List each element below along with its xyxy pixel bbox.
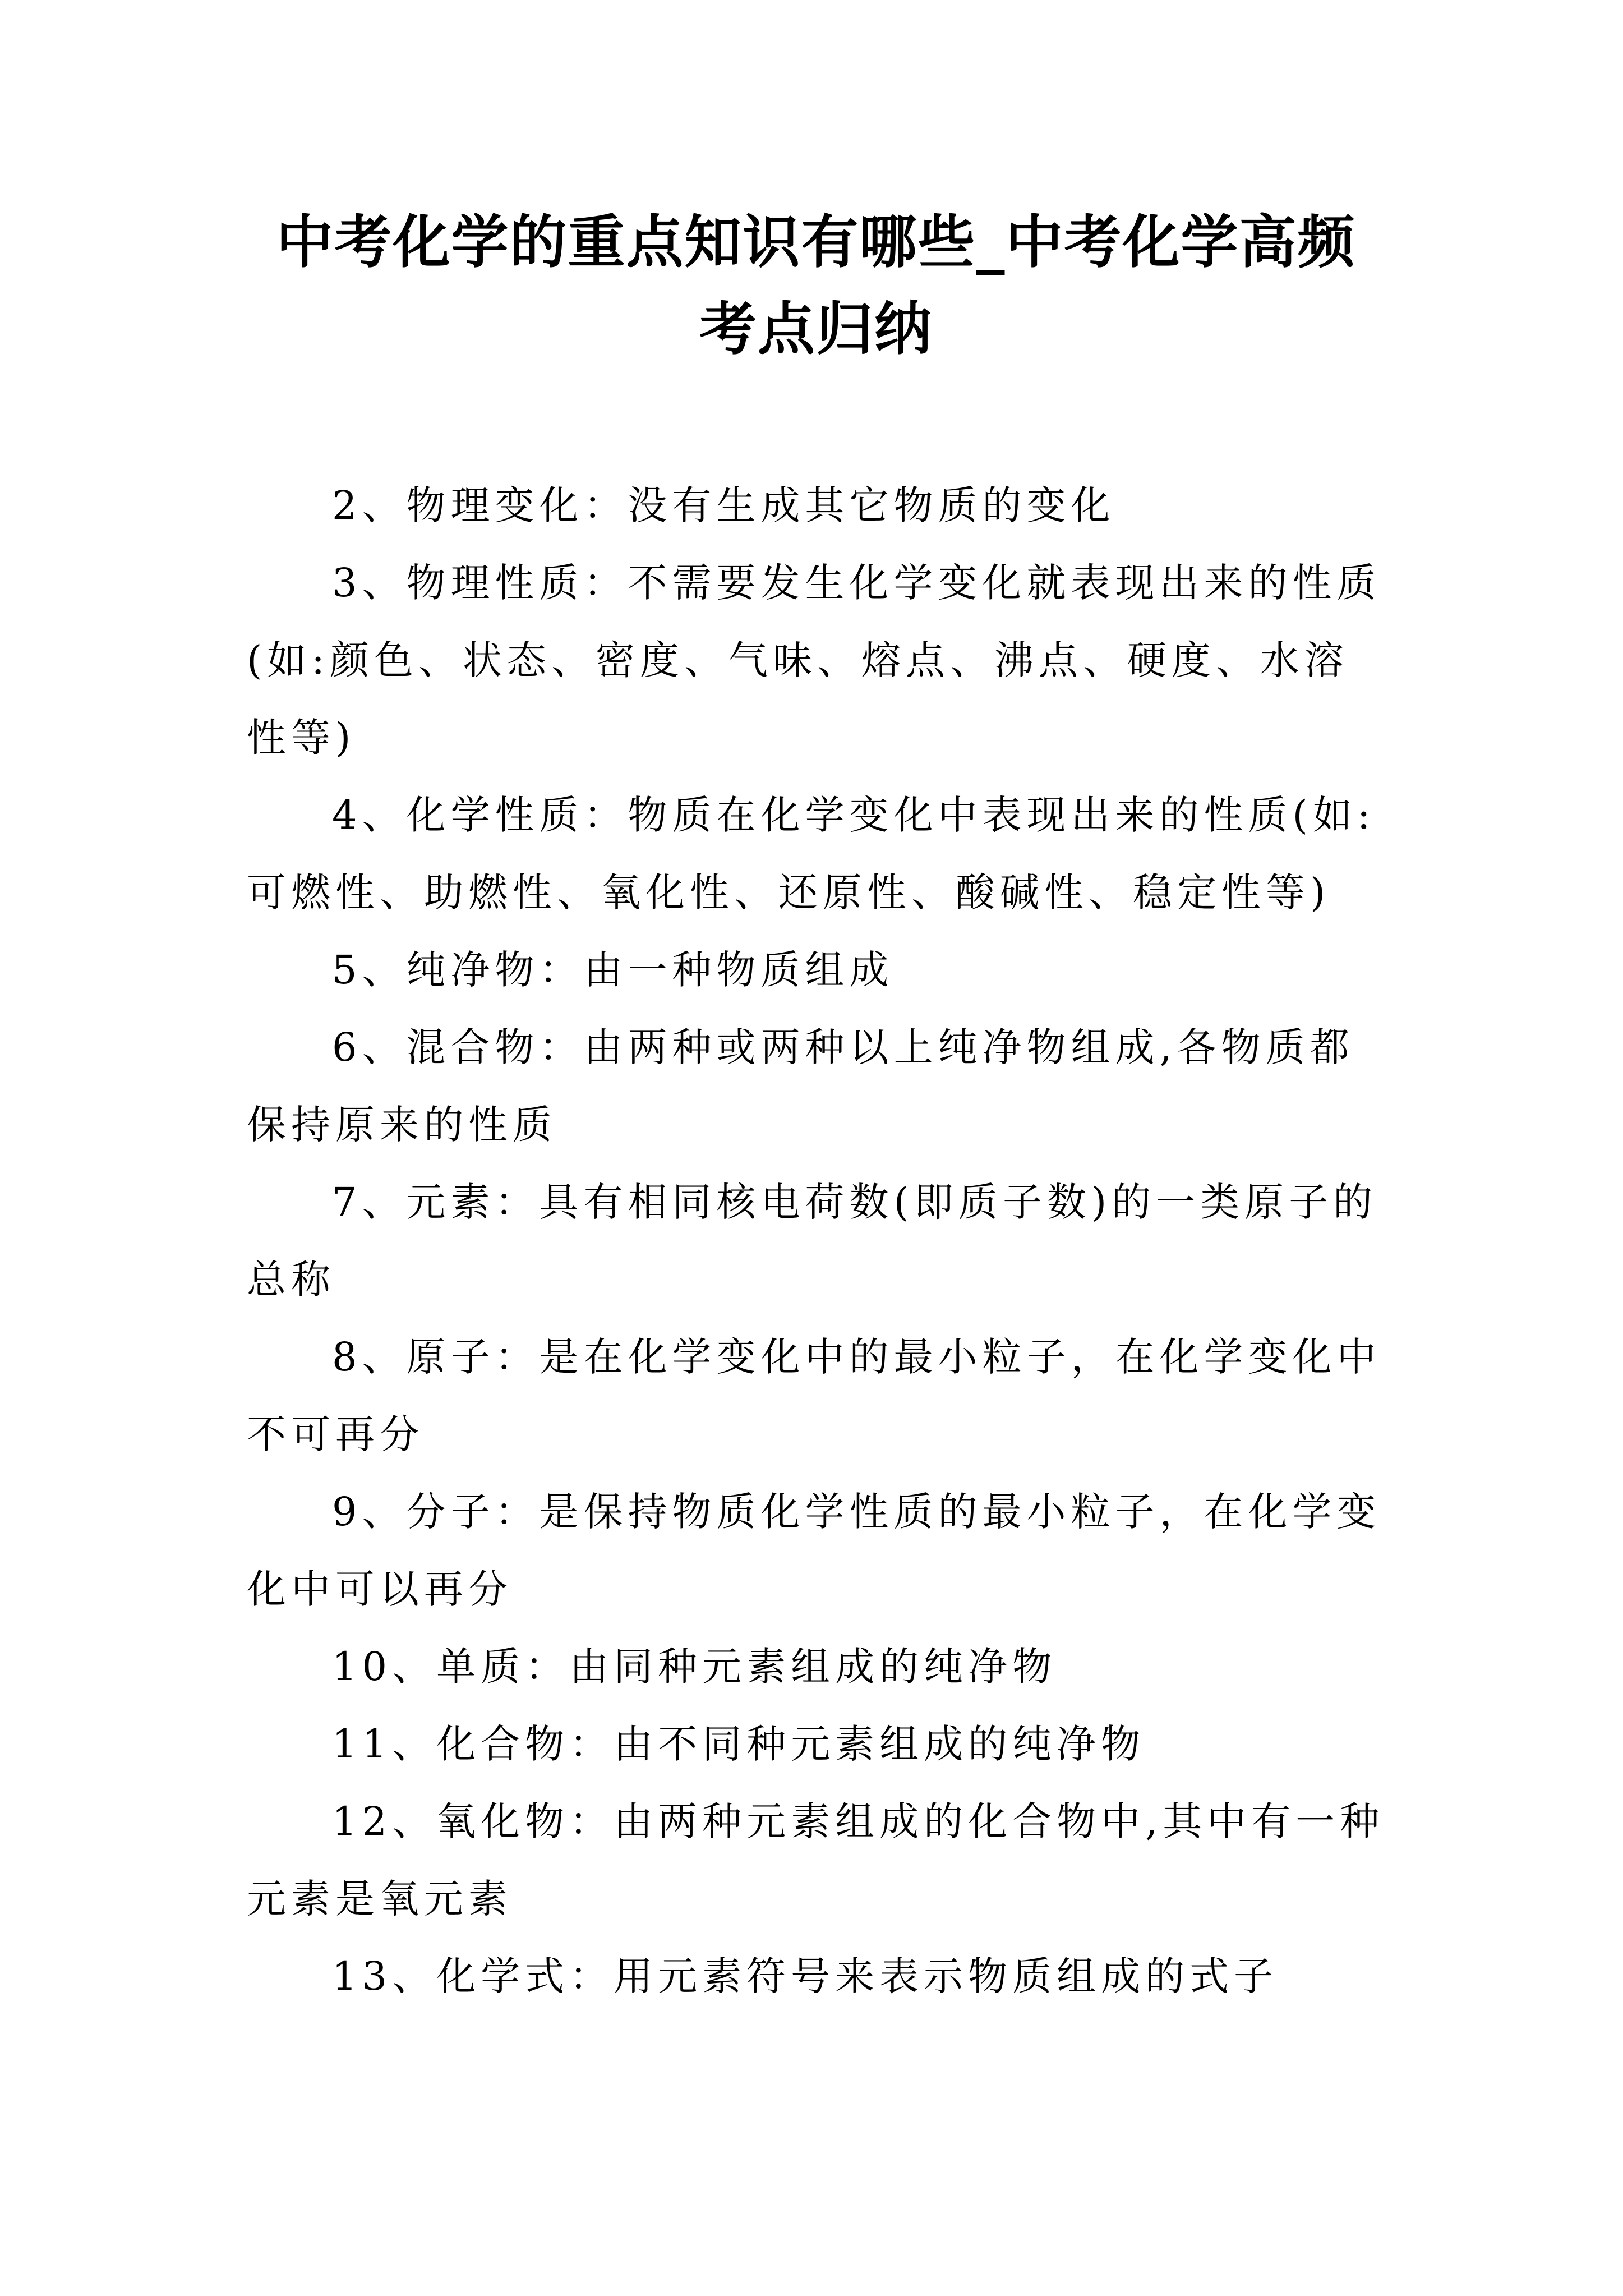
paragraph-atom: 8、原子：是在化学变化中的最小粒子，在化学变化中不可再分 <box>247 1334 1381 1457</box>
paragraph-oxide: 12、氧化物：由两种元素组成的化合物中,其中有一种元素是氧元素 <box>247 1798 1385 1922</box>
document-title <box>247 199 1385 373</box>
paragraph-physical-property: 3、物理性质：不需要发生化学变化就表现出来的性质(如:颜色、状态、密度、气味、熔点、沸点、硬度、水溶性等) <box>247 560 1381 761</box>
paragraph-compound: 11、化合物：由不同种元素组成的纯净物 <box>332 1721 1146 1767</box>
paragraph-simple-substance: 10、单质：由同种元素组成的纯净物 <box>332 1644 1057 1690</box>
title-line-1: 中考化学的重点知识有哪些_中考化学高频 <box>276 209 1356 276</box>
paragraph-mixture: 6、混合物：由两种或两种以上纯净物组成,各物质都保持原来的性质 <box>247 1024 1354 1148</box>
paragraph-chemical-formula: 13、化学式：用元素符号来表示物质组成的式子 <box>332 1953 1279 1999</box>
paragraph-pure-substance: 5、纯净物：由一种物质组成 <box>332 947 894 993</box>
document-body <box>247 467 1385 2015</box>
paragraph-chemical-property: 4、化学性质：物质在化学变化中表现出来的性质(如:可燃性、助燃性、氧化性、还原性、酸碱性、稳定性等) <box>247 792 1376 915</box>
paragraph-physical-change: 2、物理变化：没有生成其它物质的变化 <box>332 482 1115 528</box>
paragraph-element: 7、元素：具有相同核电荷数(即质子数)的一类原子的总称 <box>247 1179 1378 1303</box>
paragraph-molecule: 9、分子：是保持物质化学性质的最小粒子，在化学变化中可以再分 <box>247 1489 1381 1612</box>
title-line-2: 考点归纳 <box>699 296 933 363</box>
